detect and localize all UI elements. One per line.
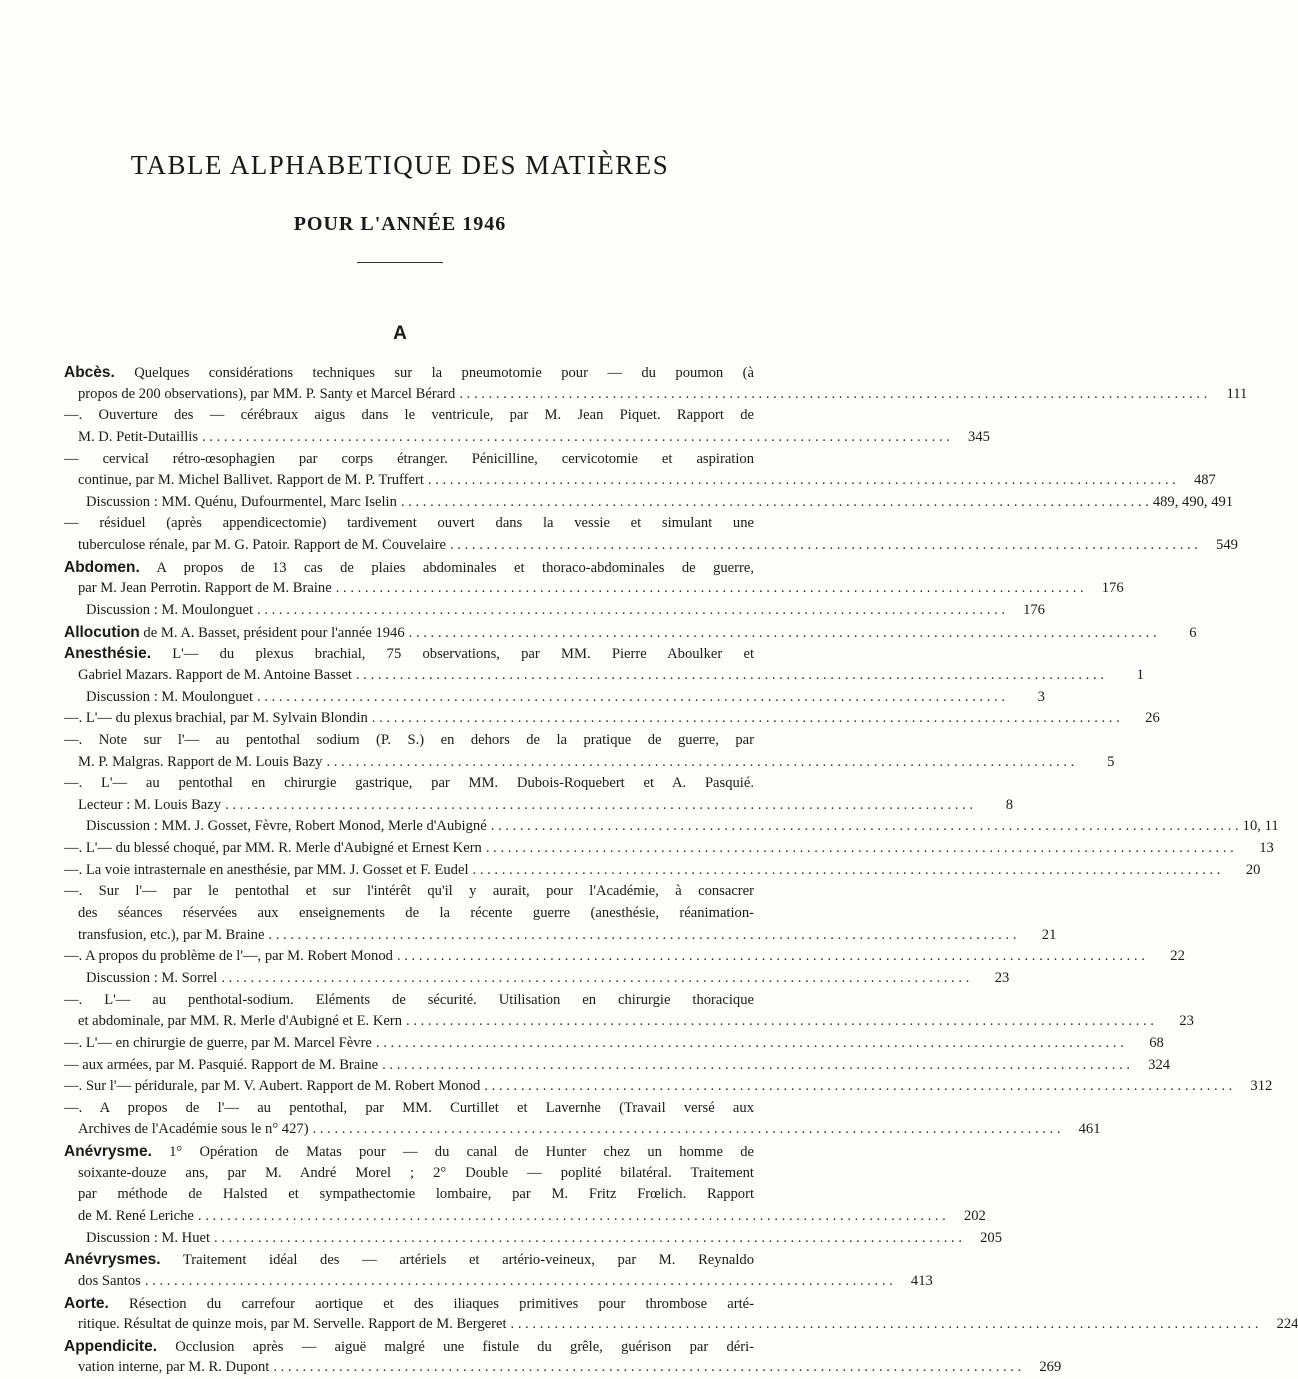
page-number: 13: [1259, 840, 1274, 857]
entry-text: —. L'— au penthotal-sodium. Eléments de sécurité. Utilisation en chirurgie thoracique: [64, 991, 754, 1008]
page-number: 269: [1039, 1359, 1062, 1376]
page-number: 26: [1145, 710, 1160, 727]
entry-text: —. L'— au pentothal en chirurgie gastrique, par MM. Dubois-Roquebert et A. Pasquié.: [64, 775, 754, 792]
index-line: [64, 1119, 1101, 1141]
page-number: 111: [1226, 385, 1248, 402]
entry-text: — aux armées, par M. Pasquié. Rapport de M. Braine: [64, 1056, 379, 1073]
entry-text: —. Note sur l'— au pentothal sodium (P. S.) en dehors de la pratique de guerre, par: [64, 731, 754, 748]
index-line: [64, 600, 1045, 622]
index-line: [64, 990, 754, 1012]
index-line: [64, 795, 1013, 817]
page-number: 176: [1101, 580, 1124, 597]
index-line: [64, 752, 1115, 774]
index-line: [64, 1336, 754, 1358]
entry-text: continue, par M. Michel Ballivet. Rapport de M. P. Truffert: [78, 472, 424, 489]
page-number: 489, 490, 491: [1152, 493, 1234, 510]
entry-text: —. L'— du plexus brachial, par M. Sylvain Blondin: [64, 710, 368, 727]
entry-text: des séances réservées aux enseignements de la récente guerre (anesthésie, réanimation-: [78, 905, 754, 922]
dot-leader: [486, 838, 1234, 860]
index-line: [64, 665, 1144, 687]
page-title: TABLE ALPHABETIQUE DES MATIÈRES: [130, 150, 670, 180]
entry-keyword: Anesthésie.: [64, 645, 152, 663]
dot-leader: [491, 816, 1239, 838]
dot-leader: [257, 687, 1005, 709]
index-line: [64, 1293, 754, 1315]
entry-text: de M. A. Basset, président pour l'année 1946: [139, 624, 405, 641]
entry-text: —. L'— du blessé choqué, par MM. R. Merle d'Aubigné et Ernest Kern: [64, 840, 482, 857]
index-line: [64, 903, 754, 925]
index-line: [64, 881, 754, 903]
entry-text: A propos de 13 cas de plaies abdominales et thoraco-abdominales de guerre,: [139, 559, 754, 576]
entry-text: Occlusion après — aiguë malgré une fistule du grêle, guérison par déri-: [157, 1338, 754, 1355]
page-number: 23: [1179, 1013, 1194, 1030]
entry-text: —. Ouverture des — cérébraux aigus dans le ventricule, par M. Jean Piquet. Rapport de: [64, 407, 754, 424]
entry-text: propos de 200 observations), par MM. P. Santy et Marcel Bérard: [78, 385, 456, 402]
entry-text: vation interne, par M. R. Dupont: [78, 1359, 270, 1376]
entry-text: —. La voie intrasternale en anesthésie, par MM. J. Gosset et F. Eudel: [64, 861, 469, 878]
page-number: 549: [1216, 537, 1238, 554]
title-rule: [357, 262, 443, 263]
entry-text: soixante-douze ans, par M. André Morel ; 2° Double — poplité bilatéral. Traitement: [78, 1164, 754, 1181]
index-line: [64, 557, 754, 579]
page-number: 487: [1193, 472, 1216, 489]
index-line: [64, 1357, 1062, 1379]
entry-text: M. P. Malgras. Rapport de M. Louis Bazy: [78, 753, 323, 770]
page-number: 68: [1149, 1034, 1164, 1051]
index-line: [64, 1206, 986, 1228]
dot-leader: [268, 925, 1016, 947]
index-line: [64, 449, 754, 471]
index-line: [64, 643, 754, 665]
index-line: [64, 492, 1234, 514]
page-number: 202: [963, 1207, 986, 1224]
entry-text: Discussion : MM. Quénu, Dufourmentel, Marc Iselin: [86, 493, 397, 510]
entry-text: Archives de l'Académie sous le n° 427): [78, 1121, 309, 1138]
index-line: [64, 384, 1248, 406]
index-line: [64, 362, 754, 384]
entry-text: —. L'— en chirurgie de guerre, par M. Marcel Fèvre: [64, 1034, 372, 1051]
dot-leader: [313, 1119, 1061, 1141]
entry-text: transfusion, etc.), par M. Braine: [78, 926, 265, 943]
page-number: 413: [910, 1272, 933, 1289]
entry-text: Gabriel Mazars. Rapport de M. Antoine Basset: [78, 666, 352, 683]
page-number: 8: [1005, 796, 1013, 813]
entry-text: dos Santos: [78, 1272, 141, 1289]
page-number: 324: [1148, 1056, 1171, 1073]
entry-text: Résection du carrefour aortique et des iliaques primitives pour thrombose arté-: [108, 1295, 754, 1312]
page-number: 10, 11: [1242, 818, 1279, 835]
index-line: [64, 838, 1274, 860]
entry-text: M. D. Petit-Dutaillis: [78, 428, 198, 445]
page-number: 1: [1136, 666, 1144, 683]
page-number: 3: [1037, 688, 1045, 705]
index-line: [64, 968, 1010, 990]
index-line: [64, 860, 1261, 882]
index-line: [64, 946, 1185, 968]
entry-keyword: Aorte.: [64, 1294, 109, 1312]
index-line: [64, 687, 1045, 709]
index-line: [64, 773, 754, 795]
index-line: [64, 1184, 754, 1206]
entry-text: 1° Opération de Matas pour — du canal de Hunter chez un homme de: [151, 1144, 754, 1161]
index-line: [64, 708, 1160, 730]
entry-keyword: Anévrysmes.: [64, 1251, 161, 1269]
page-number: 20: [1245, 861, 1261, 878]
page-subtitle: POUR L'ANNÉE 1946: [293, 213, 507, 235]
entry-text: Discussion : M. Huet: [86, 1229, 211, 1246]
dot-leader: [484, 1076, 1232, 1098]
entry-text: —. A propos de l'— au pentothal, par MM. Curtillet et Lavernhe (Travail versé aux: [64, 1099, 754, 1116]
dot-leader: [336, 578, 1084, 600]
index-line: [64, 1314, 1298, 1336]
index-line: [64, 1033, 1164, 1055]
entry-text: par méthode de Halsted et sympathectomie lombaire, par M. Fritz Frœlich. Rapport: [78, 1186, 754, 1203]
entry-text: Discussion : M. Moulonguet: [86, 602, 254, 619]
index-line: [64, 513, 754, 535]
dot-leader: [401, 492, 1149, 514]
dot-leader: [214, 1228, 962, 1250]
entry-keyword: Appendicite.: [64, 1337, 158, 1355]
index-line: [64, 1076, 1273, 1098]
entry-text: de M. René Leriche: [78, 1207, 194, 1224]
dot-leader: [273, 1357, 1021, 1379]
entry-text: par M. Jean Perrotin. Rapport de M. Braine: [78, 580, 332, 597]
index-line: [64, 925, 1057, 947]
entry-text: —. Sur l'— péridurale, par M. V. Aubert. Rapport de M. Robert Monod: [64, 1078, 481, 1095]
dot-leader: [225, 795, 973, 817]
index-line: [64, 730, 754, 752]
entry-keyword: Anévrysme.: [64, 1143, 152, 1161]
index-line: [64, 1141, 754, 1163]
entry-text: Discussion : M. Sorrel: [86, 969, 218, 986]
dot-leader: [202, 427, 950, 449]
dot-leader: [356, 665, 1104, 687]
page-number: 224: [1276, 1316, 1298, 1333]
dot-leader: [372, 708, 1120, 730]
entry-text: — cervical rétro-œsophagien par corps étranger. Pénicilline, cervicotomie et aspiration: [64, 450, 754, 467]
page-number: 461: [1078, 1121, 1101, 1138]
index-line: [64, 427, 990, 449]
index-line: [64, 1011, 1194, 1033]
dot-leader: [397, 946, 1145, 968]
entry-text: Discussion : MM. J. Gosset, Fèvre, Robert Monod, Merle d'Aubigné: [86, 818, 487, 835]
section-letter: A: [393, 323, 407, 344]
index-line: [64, 470, 1216, 492]
dot-leader: [198, 1206, 946, 1228]
entry-text: tuberculose rénale, par M. G. Patoir. Rapport de M. Couvelaire: [78, 537, 446, 554]
dot-leader: [326, 752, 1074, 774]
dot-leader: [376, 1033, 1124, 1055]
page-number: 23: [994, 969, 1010, 986]
dot-leader: [257, 600, 1005, 622]
entry-keyword: Allocution: [64, 623, 140, 641]
index-line: [64, 816, 1279, 838]
entry-text: Quelques considérations techniques sur la pneumotomie pour — du poumon (à: [114, 365, 754, 381]
dot-leader: [511, 1314, 1259, 1336]
entry-keyword: Abcès.: [64, 364, 115, 381]
entry-text: L'— du plexus brachial, 75 observations, par MM. Pierre Aboulker et: [151, 646, 754, 663]
index-line: [64, 1163, 754, 1185]
dot-leader: [428, 470, 1176, 492]
entry-text: — résiduel (après appendicectomie) tardivement ouvert dans la vessie et simulant une: [64, 515, 754, 532]
page-number: 176: [1023, 602, 1045, 619]
dot-leader: [221, 968, 969, 990]
dot-leader: [406, 1011, 1154, 1033]
index-line: [64, 1228, 1002, 1250]
page-number: 6: [1189, 624, 1197, 641]
entry-text: Traitement idéal des — artériels et artério-veineux, par M. Reynaldo: [160, 1252, 754, 1269]
index-line: [64, 1249, 754, 1271]
entry-text: Discussion : M. Moulonguet: [86, 688, 254, 705]
dot-leader: [145, 1271, 893, 1293]
index-line: [64, 1055, 1171, 1077]
entry-text: —. A propos du problème de l'—, par M. Robert Monod: [64, 948, 393, 965]
page-number: 205: [980, 1229, 1002, 1246]
dot-leader: [409, 623, 1157, 645]
dot-leader: [459, 384, 1207, 406]
entry-text: ritique. Résultat de quinze mois, par M. Servelle. Rapport de M. Bergeret: [78, 1316, 507, 1333]
entry-text: Lecteur : M. Louis Bazy: [78, 796, 222, 813]
index-line: [64, 1271, 933, 1293]
dot-leader: [382, 1055, 1130, 1077]
entry-text: —. Sur l'— par le pentothal et sur l'intérêt qu'il y aurait, pour l'Académie, à consacrer: [64, 883, 754, 900]
page-number: 345: [968, 428, 990, 445]
dot-leader: [473, 860, 1221, 882]
entry-text: et abdominale, par MM. R. Merle d'Aubigné et E. Kern: [78, 1013, 403, 1030]
page-number: 5: [1107, 753, 1115, 770]
index-line: [64, 535, 1238, 557]
dot-leader: [450, 535, 1198, 557]
index-line: [64, 622, 1197, 644]
page-number: 21: [1041, 926, 1057, 943]
index-line: [64, 1098, 754, 1120]
entry-keyword: Abdomen.: [64, 558, 140, 576]
index-entries: [64, 362, 1298, 1379]
page-number: 312: [1250, 1078, 1273, 1095]
page-number: 22: [1170, 948, 1185, 965]
index-line: [64, 405, 754, 427]
index-line: [64, 578, 1124, 600]
